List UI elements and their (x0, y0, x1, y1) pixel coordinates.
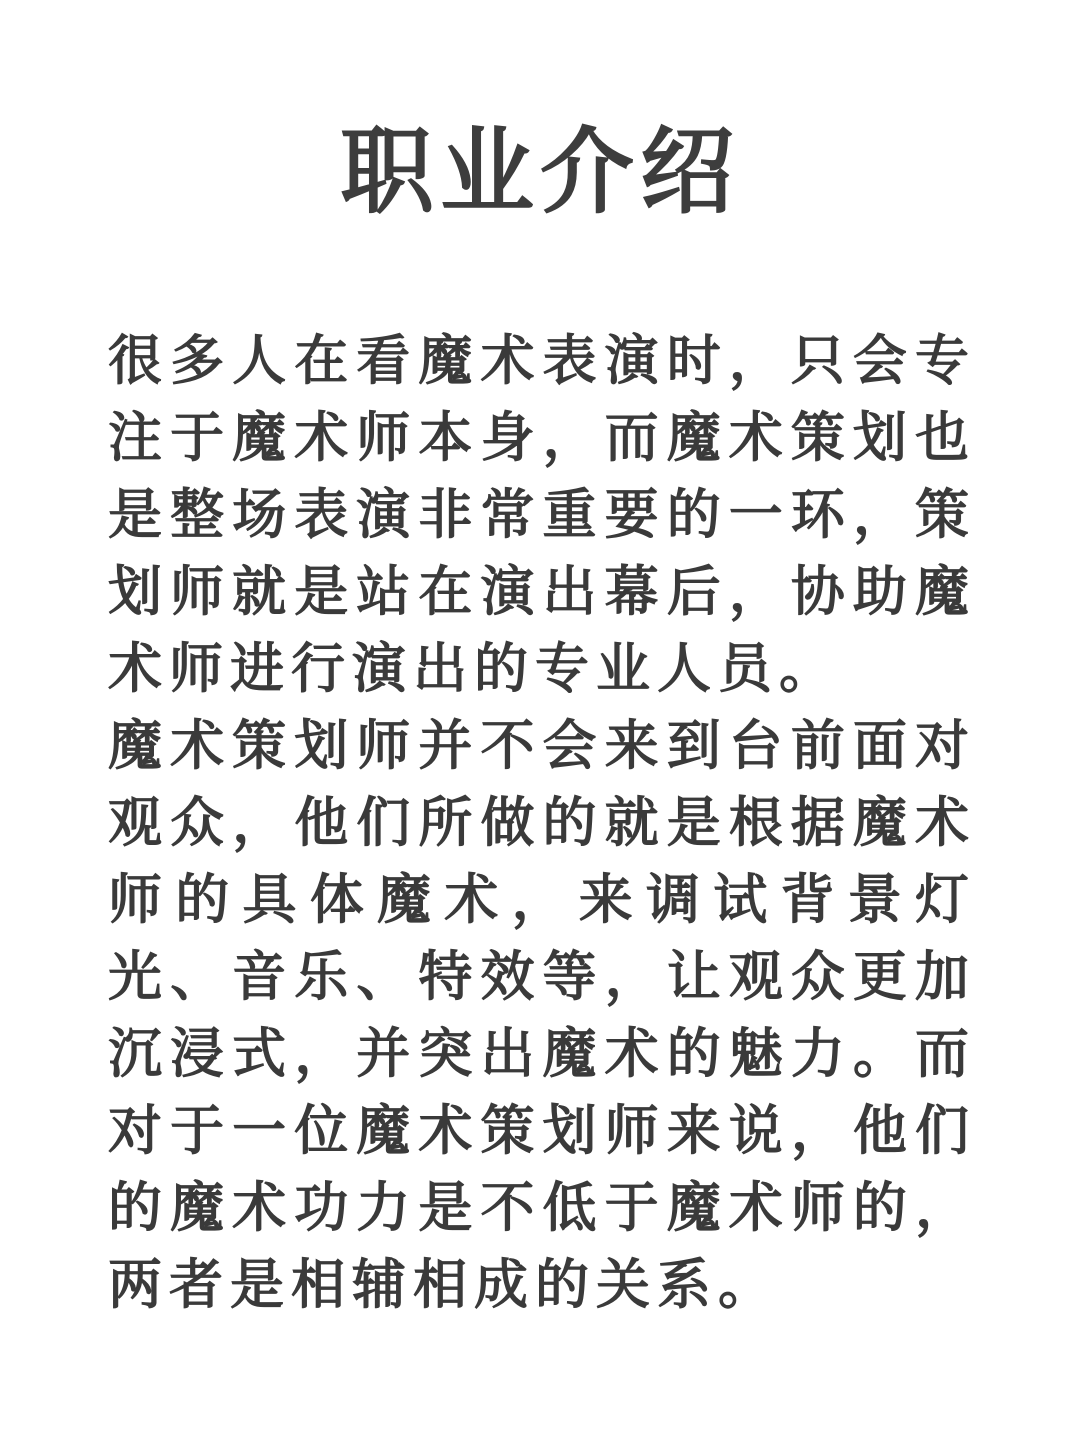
paragraph-1: 很多人在看魔术表演时，只会专注于魔术师本身，而魔术策划也是整场表演非常重要的一环，策划师就是站在演出幕后，协助魔术师进行演出的专业人员。 (108, 328, 976, 700)
body-text (108, 322, 976, 1323)
page-title: 职业介绍 (339, 117, 740, 227)
paragraph-2: 魔术策划师并不会来到台前面对观众，他们所做的就是根据魔术师的具体魔术，来调试背景灯光、音乐、特效等，让观众更加沉浸式，并突出魔术的魅力。而对于一位魔术策划师来说，他们的魔术功力是不低于魔术师的，两者是相辅相成的关系。 (108, 713, 976, 1316)
